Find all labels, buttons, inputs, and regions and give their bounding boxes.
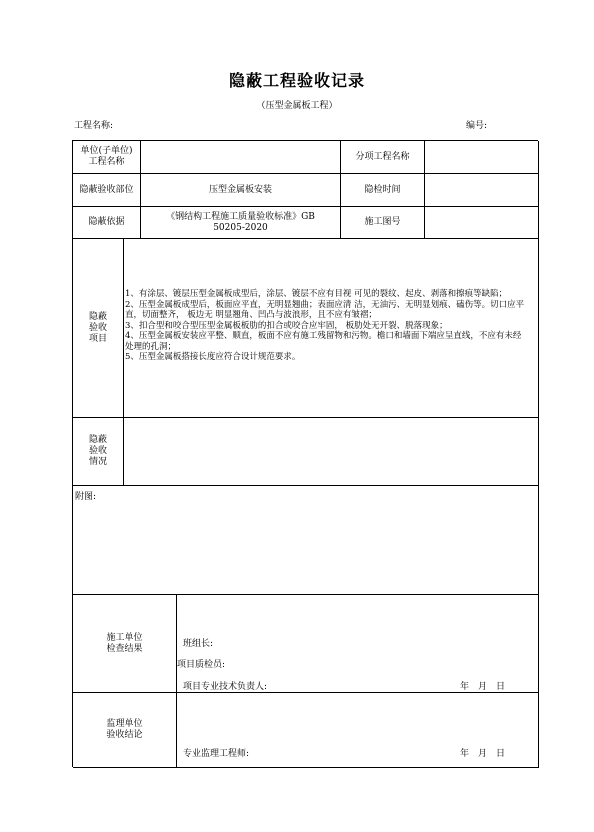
unit-label-cell: 单位(子单位) 工程名称 — [73, 141, 141, 174]
tech-lead-label: 项目专业技术负责人: — [183, 682, 268, 692]
requirements-list — [125, 289, 525, 363]
basis-value-cell: 《钢结构工程施工质量验收标准》GB 50205-2020 — [141, 207, 341, 239]
page-subtitle: （压型金属板工程） — [256, 101, 338, 111]
requirement-item: 2、压型金属板成型后，板面应平直，无明显翘曲；表面应清 洁，无油污、无明显划痕、磕伤等。切口应平直，切面整齐， 板边无 明显翘角、凹凸与波浪形，且不应有皱褶； — [125, 299, 525, 320]
quality-inspector-label: 项目质检员: — [177, 660, 226, 670]
supervision-date-label: 年 月 日 — [460, 749, 506, 759]
page-title: 隐蔽工程验收记录 — [228, 71, 365, 90]
supervision-label-cell: 监理单位 验收结论 — [73, 693, 177, 768]
construction-date-label: 年 月 日 — [460, 682, 506, 692]
attachment-cell[interactable] — [73, 486, 539, 595]
number-label: 编号: — [466, 121, 488, 131]
items-label-cell: 隐蔽 验收 项目 — [73, 239, 124, 418]
basis-label-cell: 隐蔽依据 — [73, 207, 141, 239]
team-leader-label: 班组长: — [183, 639, 214, 649]
construction-label-cell: 施工单位 检查结果 — [73, 595, 177, 693]
project-name-label: 工程名称: — [74, 121, 114, 131]
sub-project-value-cell[interactable] — [425, 141, 539, 174]
drawing-no-label-cell: 施工图号 — [341, 207, 425, 239]
form-table — [72, 140, 538, 767]
requirement-item: 1、有涂层、镀层压型金属板成型后，涂层、镀层不应有目视 可见的裂纹、起皮、剥落和擦痕等缺陷； — [125, 289, 508, 299]
inspect-time-label-cell: 隐检时间 — [341, 174, 425, 207]
attachment-label: 附图: — [75, 492, 97, 502]
requirement-item: 3、扣合型和咬合型压型金属板板肋的扣合或咬合应牢固， 板肋处无开裂、脱落现象； — [125, 320, 448, 331]
unit-value-cell[interactable] — [141, 141, 341, 174]
drawing-no-value-cell[interactable] — [425, 207, 539, 239]
requirement-item: 5、压型金属板搭接长度应符合设计规范要求。 — [125, 352, 301, 362]
sub-project-label-cell: 分项工程名称 — [341, 141, 425, 174]
supervisor-label: 专业监理工程师: — [183, 749, 250, 759]
situation-label-cell: 隐蔽 验收 情况 — [73, 418, 124, 486]
inspect-time-value-cell[interactable] — [425, 174, 539, 207]
hidden-part-label-cell: 隐蔽验收部位 — [73, 174, 141, 207]
situation-value-cell[interactable] — [124, 418, 539, 486]
requirement-item: 4、压型金属板安装应平整、顺直，板面不应有施工残留物和污物。檐口和墙面下端应呈直线，不应有未经处理的孔洞； — [125, 331, 522, 352]
hidden-part-value-cell: 压型金属板安装 — [141, 174, 341, 207]
